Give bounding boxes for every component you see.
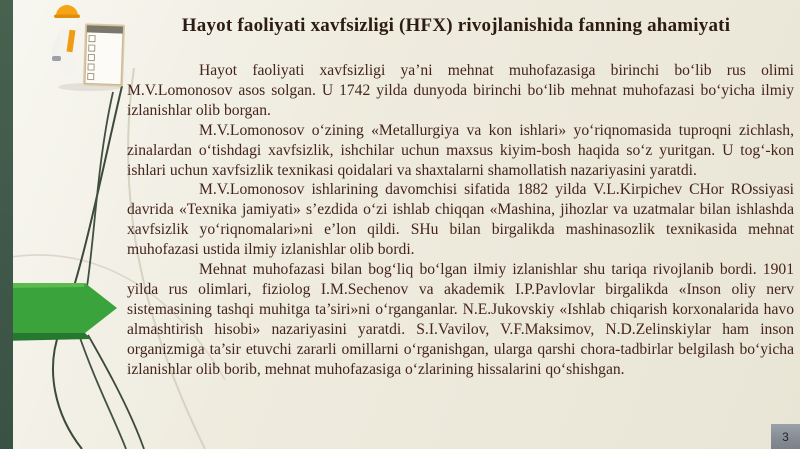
construction-worker-icon	[46, 0, 130, 92]
body-paragraph: M.V.Lomonosov ishlarining davomchisi sifatida 1882 yilda V.L.Kirpichev CHor ROssiyasi davrida «Texnika jamiyati» s’ezdida o‘zi ishlab chiqqan «Mashina, jihozlar va uzatmalar bilan ishlashda xavfsizlik yo‘riqnomalari»ni e’lon qildi. SHu bilan birgalikda mashinasozlik texnikasida mehnat muhofazasi ustida ilmiy izlanishlar olib bordi.	[127, 181, 794, 259]
page-number: 3	[782, 429, 789, 444]
body-paragraph: Mehnat muhofazasi bilan bog‘liq bo‘lgan ilmiy izlanishlar shu tariqa rivojlanib bordi. 1901 yilda rus olimlari, fiziolog I.M.Sechenov va akademik I.P.Pavlovlar birgalikda «Inson oliy nerv sistemasining tashqi muhitga ta’siri»ni o‘rganganlar. N.E.Jukovskiy «Ishlab chiqarish korxonalarida havo almashtirish hisobi» nazariyasini yaratdi. S.I.Vavilov, V.F.Maksimov, N.D.Zelinskiylar ham inson organizmiga ta’sir etuvchi zararli omillarni o‘rganishgan, ularga qarshi chora-tadbirlar belgilash bo‘yicha izlanishlar olib borib, mehnat muhofazasiga o‘zlarining hissalarini qo‘shishgan.	[127, 261, 794, 378]
slide-title: Hayot faoliyati xavfsizligi (HFX) rivojlanishida fanning ahamiyati	[181, 15, 731, 36]
body-paragraph: M.V.Lomonosov o‘zining «Metallurgiya va kon ishlari» yo‘riqnomasida tuproqni zichlash, zinalardan o‘tishdagi xavfsizlik, ishchilar uchun maxsus kiyim-bosh haqida so‘z yuritgan. U tog‘-kon ishlari uchun xavfsizlik texnikasi qoidalari va shaxtalarni shamollatish nazariyasini yaratdi.	[127, 121, 794, 179]
slide-body	[127, 61, 794, 380]
left-green-bar	[0, 0, 13, 449]
page-number-badge	[771, 424, 800, 449]
body-paragraph: Hayot faoliyati xavfsizligi ya’ni mehnat muhofazasiga birinchi bo‘lib rus olimi M.V.Lomonosov asos solgan. U 1742 yilda dunyoda birinchi bo‘lib mehnat muhofazasi bo‘yicha ilmiy izlanishlar olib borgan.	[127, 62, 794, 119]
green-arrow-icon	[0, 283, 117, 341]
